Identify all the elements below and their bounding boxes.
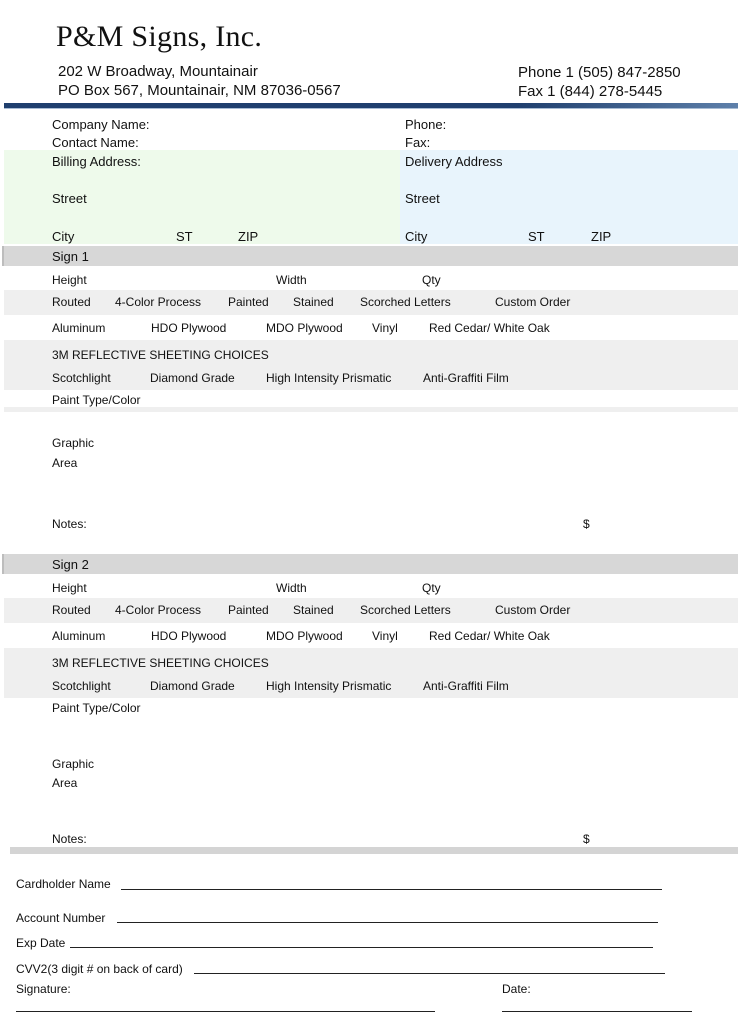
sign-2-title: Sign 2	[52, 557, 89, 572]
billing-city-field[interactable]: City	[52, 229, 75, 244]
sign-2-material-hdo-plywood[interactable]: HDO Plywood	[151, 629, 227, 643]
exp-date-line[interactable]	[70, 947, 653, 948]
sign-1-height-field[interactable]: Height	[52, 273, 87, 287]
delivery-address-title: Delivery Address	[405, 154, 503, 169]
sign-1-left-mark	[2, 246, 4, 266]
cardholder-name-line[interactable]	[121, 889, 662, 890]
sign-1-option-painted[interactable]: Painted	[228, 295, 269, 309]
billing-zip-field[interactable]: ZIP	[238, 229, 259, 244]
sign-2-paint-type-field[interactable]: Paint Type/Color	[52, 701, 141, 715]
date-line[interactable]	[502, 1011, 692, 1012]
sign-2-option-routed[interactable]: Routed	[52, 603, 91, 617]
exp-date-label: Exp Date	[16, 936, 66, 950]
sign-1-material-vinyl[interactable]: Vinyl	[372, 321, 398, 335]
sign-1-reflective-diamond-grade[interactable]: Diamond Grade	[150, 371, 235, 385]
sign-1-option-stained[interactable]: Stained	[293, 295, 334, 309]
sign-2-material-red-cedar-white-oak[interactable]: Red Cedar/ White Oak	[429, 629, 550, 643]
sign-2-height-field[interactable]: Height	[52, 581, 87, 595]
sign-1-option-scorched-letters[interactable]: Scorched Letters	[360, 295, 451, 309]
sign-1-reflective-anti-graffiti-film[interactable]: Anti-Graffiti Film	[423, 371, 509, 385]
sign-1-width-field[interactable]: Width	[276, 273, 307, 287]
sign-1-paint-divider	[4, 407, 738, 412]
address-line-2: PO Box 567, Mountainair, NM 87036-0567	[58, 82, 341, 99]
sign-2-reflective-diamond-grade[interactable]: Diamond Grade	[150, 679, 235, 693]
sign-2-option-scorched-letters[interactable]: Scorched Letters	[360, 603, 451, 617]
sign-1-graphic-label: Graphic	[52, 436, 95, 450]
sign-2-reflective-scotchlight[interactable]: Scotchlight	[52, 679, 111, 693]
sign-1-price-field[interactable]: $	[583, 517, 590, 531]
sign-1-paint-type-field[interactable]: Paint Type/Color	[52, 393, 141, 407]
sign-1-material-mdo-plywood[interactable]: MDO Plywood	[266, 321, 343, 335]
delivery-street-field[interactable]: Street	[405, 191, 440, 206]
sign-1-material-hdo-plywood[interactable]: HDO Plywood	[151, 321, 227, 335]
sign-2-option-painted[interactable]: Painted	[228, 603, 269, 617]
sign-1-notes-field[interactable]: Notes:	[52, 517, 87, 531]
account-number-line[interactable]	[117, 922, 658, 923]
sign-2-left-mark	[2, 554, 4, 574]
sign-1-option-custom-order[interactable]: Custom Order	[495, 295, 571, 309]
header-rule-highlight	[4, 108, 738, 109]
sign-1-material-aluminum[interactable]: Aluminum	[52, 321, 106, 335]
delivery-zip-field[interactable]: ZIP	[591, 229, 612, 244]
sign-1-option-4-color-process[interactable]: 4-Color Process	[115, 295, 202, 309]
sign-2-price-field[interactable]: $	[583, 832, 590, 846]
sign-2-option-custom-order[interactable]: Custom Order	[495, 603, 571, 617]
sign-2-option-4-color-process[interactable]: 4-Color Process	[115, 603, 202, 617]
sign-2-qty-field[interactable]: Qty	[422, 581, 441, 595]
signature-label: Signature:	[16, 982, 71, 996]
sign-1-area-label: Area	[52, 456, 78, 470]
sign-1-title: Sign 1	[52, 249, 89, 264]
sign-2-material-aluminum[interactable]: Aluminum	[52, 629, 106, 643]
sign-1-header-bar	[4, 246, 738, 266]
sign-2-material-vinyl[interactable]: Vinyl	[372, 629, 398, 643]
sign-1-material-red-cedar-white-oak[interactable]: Red Cedar/ White Oak	[429, 321, 550, 335]
customer-phone-field[interactable]: Phone:	[405, 117, 447, 132]
cvv-label: CVV2(3 digit # on back of card)	[16, 962, 183, 976]
sign-2-reflective-high-intensity-prismatic[interactable]: High Intensity Prismatic	[266, 679, 392, 693]
sign-2-option-stained[interactable]: Stained	[293, 603, 334, 617]
address-line-1: 202 W Broadway, Mountainair	[58, 63, 258, 80]
sign-1-qty-field[interactable]: Qty	[422, 273, 441, 287]
delivery-state-field[interactable]: ST	[528, 229, 545, 244]
sign-1-reflective-scotchlight[interactable]: Scotchlight	[52, 371, 111, 385]
sign-2-notes-field[interactable]: Notes:	[52, 832, 87, 846]
customer-fax-field[interactable]: Fax:	[405, 135, 431, 150]
date-label: Date:	[502, 982, 531, 996]
sign-2-header-bar	[4, 554, 738, 574]
sign-1-option-routed[interactable]: Routed	[52, 295, 91, 309]
sign-2-reflective-anti-graffiti-film[interactable]: Anti-Graffiti Film	[423, 679, 509, 693]
payment-divider	[10, 847, 738, 854]
sign-1-reflective-high-intensity-prismatic[interactable]: High Intensity Prismatic	[266, 371, 392, 385]
billing-state-field[interactable]: ST	[176, 229, 193, 244]
company-fax: Fax 1 (844) 278-5445	[518, 83, 663, 100]
sign-2-graphic-label: Graphic	[52, 757, 95, 771]
billing-street-field[interactable]: Street	[52, 191, 87, 206]
contact-name-field[interactable]: Contact Name:	[52, 135, 139, 150]
company-phone: Phone 1 (505) 847-2850	[518, 64, 681, 81]
cardholder-name-label: Cardholder Name	[16, 877, 111, 891]
billing-address-title: Billing Address:	[52, 154, 141, 169]
company-name-field[interactable]: Company Name:	[52, 117, 150, 132]
sign-2-area-label: Area	[52, 776, 78, 790]
sign-2-width-field[interactable]: Width	[276, 581, 307, 595]
signature-line[interactable]	[16, 1011, 435, 1012]
cvv-line[interactable]	[194, 973, 665, 974]
sign-1-reflective-title: 3M REFLECTIVE SHEETING CHOICES	[52, 348, 269, 362]
sign-2-reflective-title: 3M REFLECTIVE SHEETING CHOICES	[52, 656, 269, 670]
delivery-city-field[interactable]: City	[405, 229, 428, 244]
company-name: P&M Signs, Inc.	[56, 20, 263, 53]
sign-2-material-mdo-plywood[interactable]: MDO Plywood	[266, 629, 343, 643]
account-number-label: Account Number	[16, 911, 106, 925]
